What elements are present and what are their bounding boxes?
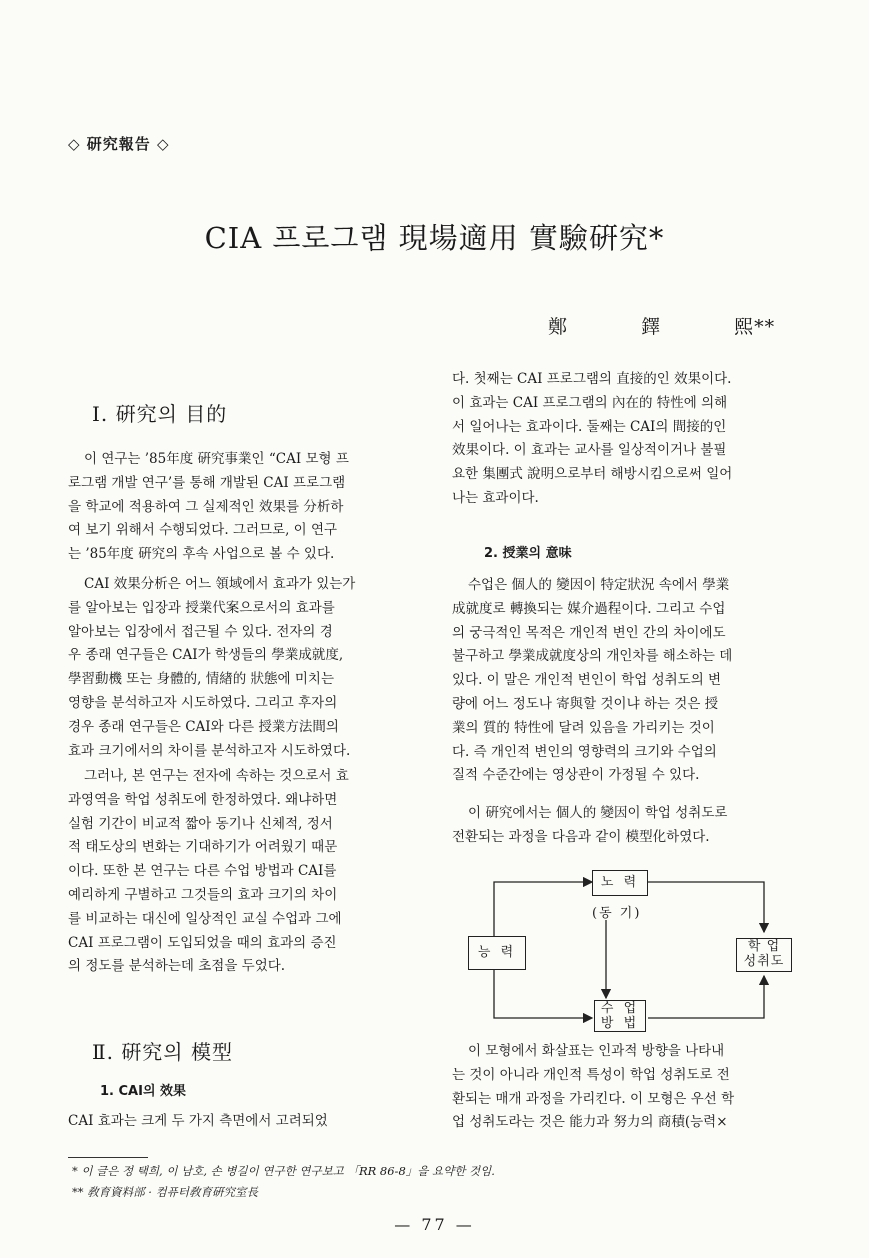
line: 있다. 이 말은 개인적 변인이 학업 성취도의 변: [452, 672, 722, 689]
paper-title: CIA 프로그램 現場適用 實驗硏究*: [204, 221, 665, 255]
subsection-heading-1: 1. CAI의 效果: [100, 1084, 187, 1099]
line: 알아보는 입장에서 접근될 수 있다. 전자의 경: [68, 623, 333, 640]
left-paragraph-2: [68, 573, 418, 763]
footnote-2: ** 敎育資料部 · 컴퓨터敎育硏究室長: [72, 1185, 258, 1199]
method-line-2: 방 법: [600, 1016, 640, 1031]
author-name-1: 鄭: [548, 316, 569, 338]
section-heading-1: Ⅰ. 硏究의 目的: [92, 402, 228, 426]
line: 의 궁극적인 목적은 개인적 변인 간의 차이에도: [452, 624, 726, 641]
right-paragraph-2: [452, 574, 802, 788]
line: 다. 첫째는 CAI 프로그램의 直接的인 效果이다.: [452, 371, 732, 387]
left-paragraph-3: [68, 765, 418, 979]
author: [548, 312, 775, 339]
line: 다. 즉 개인적 변인의 영향력의 크기와 수업의: [452, 743, 717, 760]
line: 요한 集團式 說明으로부터 해방시킴으로써 일어: [452, 466, 733, 483]
line: 는 ’85年度 硏究의 후속 사업으로 볼 수 있다.: [68, 546, 335, 563]
line: 업 성취도라는 것은 能力과 努力의 商積(능력×: [452, 1114, 728, 1131]
line: CAI 프로그램이 도입되었을 때의 효과의 증진: [68, 934, 337, 951]
line: 환되는 매개 과정을 가리킨다. 이 모형은 우선 학: [452, 1090, 735, 1107]
line: 나는 효과이다.: [452, 489, 539, 506]
author-name-2: 鐸: [641, 316, 662, 338]
achievement-box: [736, 938, 792, 972]
line: 이 모형에서 화살표는 인과적 방향을 나타내: [468, 1043, 725, 1059]
method-line-1: 수 업: [600, 1001, 640, 1016]
line: 業의 質的 特性에 달려 있음을 가리키는 것이: [452, 719, 715, 736]
right-paragraph-1: [452, 368, 802, 511]
line: 를 비교하는 대신에 일상적인 교실 수업과 그에: [68, 910, 342, 927]
footnote-1: * 이 글은 정 택희, 이 남호, 손 병길이 연구한 연구보고 「RR 86-8」을 요약한 것임.: [72, 1164, 495, 1178]
line: 서 일어나는 효과이다. 둘째는 CAI의 間接的인: [452, 418, 727, 435]
achievement-line-2: 성취도: [743, 954, 785, 969]
line: 이 硏究에서는 個人的 變因이 학업 성취도로: [468, 805, 728, 821]
motivation-label: (동 기): [592, 906, 642, 921]
line: 과영역을 학업 성취도에 한정하였다. 왜냐하면: [68, 791, 338, 808]
left-paragraph-4: [68, 1110, 418, 1134]
line: 영향을 분석하고자 시도하였다. 그리고 후자의: [68, 694, 338, 711]
line: 실험 기간이 비교적 짧아 동기나 신체적, 정서: [68, 815, 333, 832]
ability-box: 능 력: [468, 936, 526, 970]
process-model-diagram: [462, 862, 802, 1032]
achievement-line-1: 학 업: [747, 939, 781, 954]
line: 불구하고 學業成就度상의 개인차를 해소하는 데: [452, 648, 733, 665]
left-paragraph-1: [68, 448, 418, 567]
line: 경우 종래 연구들은 CAI와 다른 授業方法間의: [68, 718, 339, 735]
line: 효과 크기에서의 차이를 분석하고자 시도하였다.: [68, 742, 351, 759]
author-name-3: 熙**: [734, 316, 776, 338]
line: 를 알아보는 입장과 授業代案으로서의 효과를: [68, 599, 335, 616]
section-label: ◇ 研究報告 ◇: [68, 135, 170, 153]
effort-box: 노 력: [592, 870, 648, 896]
right-paragraph-4: [452, 1040, 802, 1135]
line: 을 학교에 적용하여 그 실제적인 效果를 分析하: [68, 498, 344, 515]
line: 成就度로 轉換되는 媒介過程이다. 그리고 수업: [452, 600, 726, 617]
line: CAI 효과는 크게 두 가지 측면에서 고려되었: [68, 1113, 328, 1129]
line: 수업은 個人的 變因이 特定狀況 속에서 學業: [468, 577, 730, 593]
line: 學習動機 또는 身體的, 情緖的 狀態에 미치는: [68, 671, 334, 688]
line: 效果이다. 이 효과는 교사를 일상적이거나 불필: [452, 442, 727, 459]
line: 이다. 또한 본 연구는 다른 수업 방법과 CAI를: [68, 863, 337, 880]
line: 그러나, 본 연구는 전자에 속하는 것으로서 효: [84, 768, 349, 784]
line: CAI 效果分析은 어느 領域에서 효과가 있는가: [84, 576, 356, 592]
subsection-heading-2: 2. 授業의 意味: [484, 546, 572, 561]
line: 질적 수준간에는 영상관이 가정될 수 있다.: [452, 767, 700, 784]
line: 여 보기 위해서 수행되었다. 그러므로, 이 연구: [68, 522, 338, 539]
footnote-rule: [68, 1157, 148, 1158]
line: 전환되는 과정을 다음과 같이 模型化하였다.: [452, 828, 710, 845]
line: 이 연구는 ’85年度 硏究事業인 “CAI 모형 프: [84, 451, 349, 467]
right-paragraph-3: [452, 802, 802, 850]
line: 이 효과는 CAI 프로그램의 內在的 特性에 의해: [452, 394, 728, 411]
page-number: — 77 —: [394, 1215, 475, 1234]
instruction-method-box: [594, 1000, 646, 1032]
line: 량에 어느 정도나 寄與할 것이냐 하는 것은 授: [452, 695, 719, 712]
line: 의 정도를 분석하는데 초점을 두었다.: [68, 958, 286, 975]
line: 예리하게 구별하고 그것들의 효과 크기의 차이: [68, 886, 338, 903]
line: 로그램 개발 연구’를 통해 개발된 CAI 프로그램: [68, 474, 346, 491]
line: 적 태도상의 변화는 기대하기가 어려웠기 때문: [68, 839, 338, 856]
line: 는 것이 아니라 개인적 특성이 학업 성취도로 전: [452, 1066, 730, 1083]
line: 우 종래 연구들은 CAI가 학생들의 學業成就度,: [68, 647, 344, 664]
section-heading-2: Ⅱ. 硏究의 模型: [92, 1040, 233, 1064]
